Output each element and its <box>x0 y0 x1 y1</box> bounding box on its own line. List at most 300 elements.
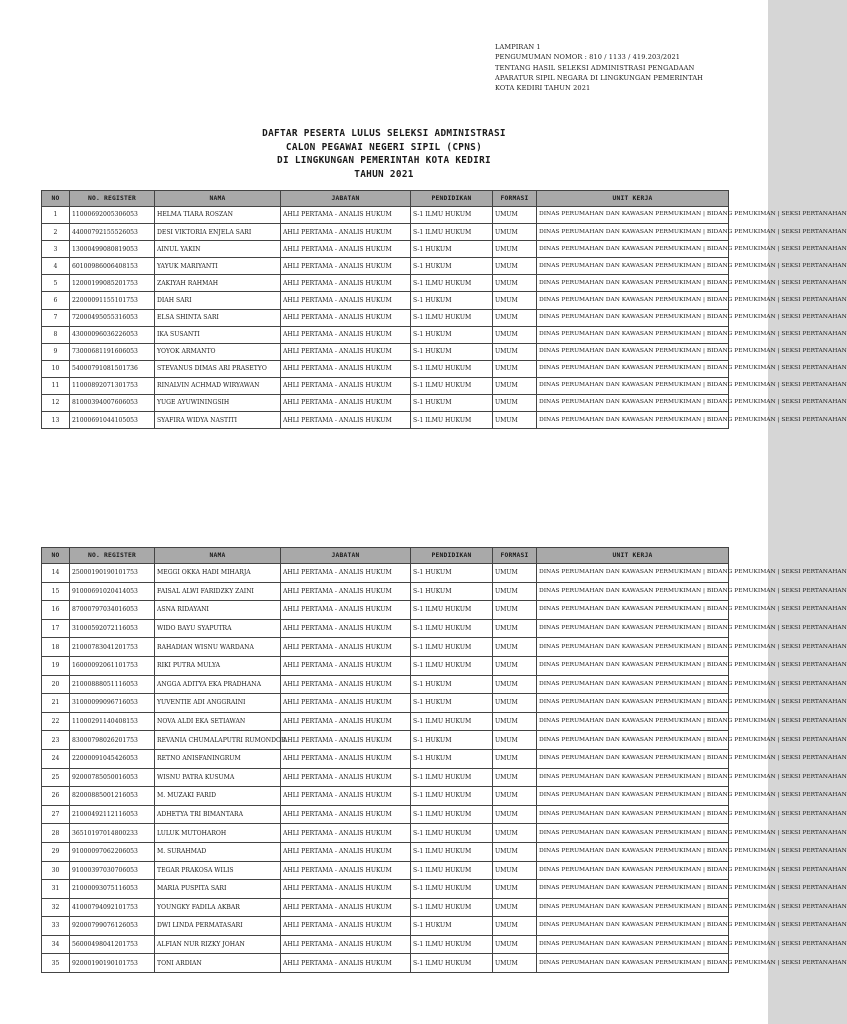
cell-jabatan: AHLI PERTAMA - ANALIS HUKUM <box>281 601 411 620</box>
table-row <box>42 935 729 954</box>
cell-pendidikan: S-1 ILMU HUKUM <box>411 898 493 917</box>
cell-unit-kerja: DINAS PERUMAHAN DAN KAWASAN PERMUKIMAN | BIDANG PEMUKIMAN | SEKSI PERTANAHAN <box>537 377 729 394</box>
cell-jabatan: AHLI PERTAMA - ANALIS HUKUM <box>281 787 411 806</box>
cell-no: 13 <box>42 412 70 429</box>
cell-no: 22 <box>42 712 70 731</box>
cell-no: 3 <box>42 241 70 258</box>
cell-register: 43000096036226053 <box>70 326 155 343</box>
cell-register: 12000199085201753 <box>70 275 155 292</box>
cell-unit-kerja: DINAS PERUMAHAN DAN KAWASAN PERMUKIMAN | BIDANG PEMUKIMAN | SEKSI PERTANAHAN <box>537 898 729 917</box>
cell-nama: DESI VIKTORIA ENJELA SARI <box>155 224 281 241</box>
cell-nama: FAISAL ALWI FARIDZKY ZAINI <box>155 582 281 601</box>
cell-unit-kerja: DINAS PERUMAHAN DAN KAWASAN PERMUKIMAN | BIDANG PEMUKIMAN | SEKSI PERTANAHAN <box>537 601 729 620</box>
cell-pendidikan: S-1 ILMU HUKUM <box>411 861 493 880</box>
cell-pendidikan: S-1 ILMU HUKUM <box>411 880 493 899</box>
cell-jabatan: AHLI PERTAMA - ANALIS HUKUM <box>281 675 411 694</box>
table-row <box>42 768 729 787</box>
cell-formasi: UMUM <box>493 675 537 694</box>
cell-nama: ZAKIYAH RAHMAH <box>155 275 281 292</box>
cell-no: 12 <box>42 395 70 412</box>
cell-nama: RETNO ANISFANINGRUM <box>155 749 281 768</box>
cell-pendidikan: S-1 ILMU HUKUM <box>411 207 493 224</box>
cell-no: 19 <box>42 656 70 675</box>
cell-no: 30 <box>42 861 70 880</box>
cell-formasi: UMUM <box>493 917 537 936</box>
cell-register: 91000097062206053 <box>70 842 155 861</box>
cell-unit-kerja: DINAS PERUMAHAN DAN KAWASAN PERMUKIMAN | BIDANG PEMUKIMAN | SEKSI PERTANAHAN <box>537 712 729 731</box>
table-row <box>42 412 729 429</box>
cell-no: 5 <box>42 275 70 292</box>
cell-pendidikan: S-1 HUKUM <box>411 326 493 343</box>
cell-nama: IKA SUSANTI <box>155 326 281 343</box>
cell-jabatan: AHLI PERTAMA - ANALIS HUKUM <box>281 824 411 843</box>
cell-unit-kerja: DINAS PERUMAHAN DAN KAWASAN PERMUKIMAN | BIDANG PEMUKIMAN | SEKSI PERTANAHAN <box>537 675 729 694</box>
table-row <box>42 241 729 258</box>
column-header-formasi: FORMASI <box>493 548 537 564</box>
cell-jabatan: AHLI PERTAMA - ANALIS HUKUM <box>281 768 411 787</box>
cell-unit-kerja: DINAS PERUMAHAN DAN KAWASAN PERMUKIMAN | BIDANG PEMUKIMAN | SEKSI PERTANAHAN <box>537 917 729 936</box>
cell-jabatan: AHLI PERTAMA - ANALIS HUKUM <box>281 564 411 583</box>
cell-no: 17 <box>42 619 70 638</box>
column-header-register: NO. REGISTER <box>70 191 155 207</box>
cell-jabatan: AHLI PERTAMA - ANALIS HUKUM <box>281 731 411 750</box>
cell-no: 7 <box>42 309 70 326</box>
cell-nama: ELSA SHINTA SARI <box>155 309 281 326</box>
cell-nama: YOUNGKY FADILA AKBAR <box>155 898 281 917</box>
table-body <box>42 207 847 429</box>
table-body <box>42 564 847 973</box>
cell-formasi: UMUM <box>493 731 537 750</box>
title-line: CALON PEGAWAI NEGERI SIPIL (CPNS) <box>285 141 483 153</box>
cell-no: 18 <box>42 638 70 657</box>
attachment-note <box>495 42 703 93</box>
table-row <box>42 582 729 601</box>
cell-nama: MEGGI OKKA HADI MIHARJA <box>155 564 281 583</box>
cell-jabatan: AHLI PERTAMA - ANALIS HUKUM <box>281 880 411 899</box>
cell-unit-kerja: DINAS PERUMAHAN DAN KAWASAN PERMUKIMAN | BIDANG PEMUKIMAN | SEKSI PERTANAHAN <box>537 258 729 275</box>
participants-table-2 <box>41 547 847 973</box>
cell-formasi: UMUM <box>493 564 537 583</box>
cell-jabatan: AHLI PERTAMA - ANALIS HUKUM <box>281 258 411 275</box>
column-header-no: NO <box>42 548 70 564</box>
cell-pendidikan: S-1 ILMU HUKUM <box>411 309 493 326</box>
column-header-jabatan: JABATAN <box>281 548 411 564</box>
cell-jabatan: AHLI PERTAMA - ANALIS HUKUM <box>281 412 411 429</box>
table-header-row <box>42 548 729 564</box>
cell-register: 31000099096716053 <box>70 694 155 713</box>
table-row <box>42 712 729 731</box>
cell-pendidikan: S-1 ILMU HUKUM <box>411 601 493 620</box>
cell-jabatan: AHLI PERTAMA - ANALIS HUKUM <box>281 842 411 861</box>
table-row <box>42 309 729 326</box>
cell-formasi: UMUM <box>493 258 537 275</box>
cell-register: 54000791081501736 <box>70 360 155 377</box>
cell-formasi: UMUM <box>493 898 537 917</box>
cell-no: 20 <box>42 675 70 694</box>
cell-pendidikan: S-1 HUKUM <box>411 292 493 309</box>
cell-no: 14 <box>42 564 70 583</box>
cell-formasi: UMUM <box>493 768 537 787</box>
cell-pendidikan: S-1 HUKUM <box>411 241 493 258</box>
table-row <box>42 880 729 899</box>
cell-pendidikan: S-1 ILMU HUKUM <box>411 360 493 377</box>
cell-formasi: UMUM <box>493 326 537 343</box>
cell-unit-kerja: DINAS PERUMAHAN DAN KAWASAN PERMUKIMAN | BIDANG PEMUKIMAN | SEKSI PERTANAHAN <box>537 241 729 258</box>
table-row <box>42 656 729 675</box>
cell-nama: AINUL YAKIN <box>155 241 281 258</box>
cell-pendidikan: S-1 ILMU HUKUM <box>411 224 493 241</box>
cell-jabatan: AHLI PERTAMA - ANALIS HUKUM <box>281 954 411 973</box>
column-header-unit-kerja: UNIT KERJA <box>537 191 729 207</box>
table-row <box>42 224 729 241</box>
cell-jabatan: AHLI PERTAMA - ANALIS HUKUM <box>281 935 411 954</box>
cell-unit-kerja: DINAS PERUMAHAN DAN KAWASAN PERMUKIMAN | BIDANG PEMUKIMAN | SEKSI PERTANAHAN <box>537 694 729 713</box>
cell-register: 60100986006408153 <box>70 258 155 275</box>
cell-formasi: UMUM <box>493 241 537 258</box>
cell-pendidikan: S-1 HUKUM <box>411 731 493 750</box>
cell-nama: TONI ARDIAN <box>155 954 281 973</box>
cell-unit-kerja: DINAS PERUMAHAN DAN KAWASAN PERMUKIMAN | BIDANG PEMUKIMAN | SEKSI PERTANAHAN <box>537 275 729 292</box>
cell-unit-kerja: DINAS PERUMAHAN DAN KAWASAN PERMUKIMAN | BIDANG PEMUKIMAN | SEKSI PERTANAHAN <box>537 224 729 241</box>
cell-jabatan: AHLI PERTAMA - ANALIS HUKUM <box>281 861 411 880</box>
cell-register: 22000091155101753 <box>70 292 155 309</box>
note-line: LAMPIRAN 1 <box>495 43 541 51</box>
cell-pendidikan: S-1 ILMU HUKUM <box>411 656 493 675</box>
cell-register: 11000291140408153 <box>70 712 155 731</box>
column-header-no: NO <box>42 191 70 207</box>
table-row <box>42 824 729 843</box>
cell-no: 15 <box>42 582 70 601</box>
cell-pendidikan: S-1 HUKUM <box>411 582 493 601</box>
cell-unit-kerja: DINAS PERUMAHAN DAN KAWASAN PERMUKIMAN | BIDANG PEMUKIMAN | SEKSI PERTANAHAN <box>537 805 729 824</box>
cell-pendidikan: S-1 ILMU HUKUM <box>411 275 493 292</box>
cell-nama: MARIA PUSPITA SARI <box>155 880 281 899</box>
cell-register: 81000394007606053 <box>70 395 155 412</box>
table-row <box>42 805 729 824</box>
table-row <box>42 675 729 694</box>
cell-no: 32 <box>42 898 70 917</box>
cell-unit-kerja: DINAS PERUMAHAN DAN KAWASAN PERMUKIMAN | BIDANG PEMUKIMAN | SEKSI PERTANAHAN <box>537 768 729 787</box>
table-row <box>42 619 729 638</box>
table-row <box>42 395 729 412</box>
cell-pendidikan: S-1 ILMU HUKUM <box>411 768 493 787</box>
cell-nama: NOVA ALDI EKA SETIAWAN <box>155 712 281 731</box>
cell-formasi: UMUM <box>493 292 537 309</box>
cell-nama: REVANIA CHUMALAPUTRI RUMONDOR <box>155 731 281 750</box>
column-header-pendidikan: PENDIDIKAN <box>411 548 493 564</box>
cell-jabatan: AHLI PERTAMA - ANALIS HUKUM <box>281 619 411 638</box>
cell-unit-kerja: DINAS PERUMAHAN DAN KAWASAN PERMUKIMAN | BIDANG PEMUKIMAN | SEKSI PERTANAHAN <box>537 842 729 861</box>
cell-no: 33 <box>42 917 70 936</box>
table-row <box>42 601 729 620</box>
column-header-formasi: FORMASI <box>493 191 537 207</box>
table-row <box>42 898 729 917</box>
cell-unit-kerja: DINAS PERUMAHAN DAN KAWASAN PERMUKIMAN | BIDANG PEMUKIMAN | SEKSI PERTANAHAN <box>537 292 729 309</box>
cell-pendidikan: S-1 ILMU HUKUM <box>411 712 493 731</box>
column-header-nama: NAMA <box>155 191 281 207</box>
cell-pendidikan: S-1 HUKUM <box>411 749 493 768</box>
cell-nama: ALFIAN NUR RIZKY JOHAN <box>155 935 281 954</box>
cell-jabatan: AHLI PERTAMA - ANALIS HUKUM <box>281 917 411 936</box>
cell-nama: YAYUK MARIYANTI <box>155 258 281 275</box>
cell-jabatan: AHLI PERTAMA - ANALIS HUKUM <box>281 395 411 412</box>
cell-pendidikan: S-1 ILMU HUKUM <box>411 824 493 843</box>
cell-nama: SYAFIRA WIDYA NASTITI <box>155 412 281 429</box>
cell-unit-kerja: DINAS PERUMAHAN DAN KAWASAN PERMUKIMAN | BIDANG PEMUKIMAN | SEKSI PERTANAHAN <box>537 787 729 806</box>
cell-unit-kerja: DINAS PERUMAHAN DAN KAWASAN PERMUKIMAN | BIDANG PEMUKIMAN | SEKSI PERTANAHAN <box>537 412 729 429</box>
column-header-pendidikan: PENDIDIKAN <box>411 191 493 207</box>
cell-jabatan: AHLI PERTAMA - ANALIS HUKUM <box>281 749 411 768</box>
cell-pendidikan: S-1 HUKUM <box>411 395 493 412</box>
cell-register: 91000691020414053 <box>70 582 155 601</box>
table-row <box>42 694 729 713</box>
table-row <box>42 377 729 394</box>
cell-jabatan: AHLI PERTAMA - ANALIS HUKUM <box>281 638 411 657</box>
table-row <box>42 861 729 880</box>
cell-jabatan: AHLI PERTAMA - ANALIS HUKUM <box>281 582 411 601</box>
cell-formasi: UMUM <box>493 842 537 861</box>
table-row <box>42 258 729 275</box>
cell-nama: DWI LINDA PERMATASARI <box>155 917 281 936</box>
cell-no: 6 <box>42 292 70 309</box>
cell-register: 44000792155526053 <box>70 224 155 241</box>
cell-jabatan: AHLI PERTAMA - ANALIS HUKUM <box>281 343 411 360</box>
cell-no: 29 <box>42 842 70 861</box>
cell-no: 31 <box>42 880 70 899</box>
cell-formasi: UMUM <box>493 694 537 713</box>
cell-register: 87000797034016053 <box>70 601 155 620</box>
cell-formasi: UMUM <box>493 395 537 412</box>
cell-register: 31000592072116053 <box>70 619 155 638</box>
cell-no: 34 <box>42 935 70 954</box>
cell-formasi: UMUM <box>493 224 537 241</box>
cell-jabatan: AHLI PERTAMA - ANALIS HUKUM <box>281 805 411 824</box>
cell-register: 92000799076126053 <box>70 917 155 936</box>
cell-nama: WIDO BAYU SYAPUTRA <box>155 619 281 638</box>
cell-pendidikan: S-1 ILMU HUKUM <box>411 377 493 394</box>
cell-unit-kerja: DINAS PERUMAHAN DAN KAWASAN PERMUKIMAN | BIDANG PEMUKIMAN | SEKSI PERTANAHAN <box>537 360 729 377</box>
cell-unit-kerja: DINAS PERUMAHAN DAN KAWASAN PERMUKIMAN | BIDANG PEMUKIMAN | SEKSI PERTANAHAN <box>537 582 729 601</box>
cell-jabatan: AHLI PERTAMA - ANALIS HUKUM <box>281 224 411 241</box>
cell-no: 27 <box>42 805 70 824</box>
cell-nama: ANGGA ADITYA EKA PRADHANA <box>155 675 281 694</box>
cell-register: 16000092061101753 <box>70 656 155 675</box>
cell-nama: HELMA TIARA ROSZAN <box>155 207 281 224</box>
cell-nama: M. MUZAKI FARID <box>155 787 281 806</box>
cell-no: 9 <box>42 343 70 360</box>
cell-formasi: UMUM <box>493 935 537 954</box>
cell-nama: YUGE AYUWININGSIH <box>155 395 281 412</box>
cell-formasi: UMUM <box>493 377 537 394</box>
cell-nama: YUVENTIE ADI ANGGRAINI <box>155 694 281 713</box>
cell-register: 36510197014800233 <box>70 824 155 843</box>
cell-pendidikan: S-1 HUKUM <box>411 917 493 936</box>
table-row <box>42 917 729 936</box>
cell-pendidikan: S-1 HUKUM <box>411 564 493 583</box>
cell-unit-kerja: DINAS PERUMAHAN DAN KAWASAN PERMUKIMAN | BIDANG PEMUKIMAN | SEKSI PERTANAHAN <box>537 309 729 326</box>
table-row <box>42 207 729 224</box>
cell-jabatan: AHLI PERTAMA - ANALIS HUKUM <box>281 656 411 675</box>
table-row <box>42 638 729 657</box>
cell-pendidikan: S-1 ILMU HUKUM <box>411 954 493 973</box>
cell-nama: WISNU PATRA KUSUMA <box>155 768 281 787</box>
title-line: DI LINGKUNGAN PEMERINTAH KOTA KEDIRI <box>277 155 491 167</box>
cell-formasi: UMUM <box>493 656 537 675</box>
cell-pendidikan: S-1 HUKUM <box>411 675 493 694</box>
cell-unit-kerja: DINAS PERUMAHAN DAN KAWASAN PERMUKIMAN | BIDANG PEMUKIMAN | SEKSI PERTANAHAN <box>537 207 729 224</box>
cell-formasi: UMUM <box>493 787 537 806</box>
cell-unit-kerja: DINAS PERUMAHAN DAN KAWASAN PERMUKIMAN | BIDANG PEMUKIMAN | SEKSI PERTANAHAN <box>537 935 729 954</box>
cell-formasi: UMUM <box>493 601 537 620</box>
cell-unit-kerja: DINAS PERUMAHAN DAN KAWASAN PERMUKIMAN | BIDANG PEMUKIMAN | SEKSI PERTANAHAN <box>537 656 729 675</box>
cell-pendidikan: S-1 ILMU HUKUM <box>411 842 493 861</box>
cell-formasi: UMUM <box>493 805 537 824</box>
cell-no: 35 <box>42 954 70 973</box>
cell-jabatan: AHLI PERTAMA - ANALIS HUKUM <box>281 241 411 258</box>
cell-nama: RINALVIN ACHMAD WIRYAWAN <box>155 377 281 394</box>
cell-nama: ADHETYA TRI BIMANTARA <box>155 805 281 824</box>
cell-jabatan: AHLI PERTAMA - ANALIS HUKUM <box>281 207 411 224</box>
table-header-row <box>42 191 729 207</box>
table-row <box>42 749 729 768</box>
cell-nama: DIAH SARI <box>155 292 281 309</box>
cell-jabatan: AHLI PERTAMA - ANALIS HUKUM <box>281 377 411 394</box>
table-row <box>42 564 729 583</box>
cell-register: 92000785050016053 <box>70 768 155 787</box>
cell-nama: STEVANUS DIMAS ARI PRASETYO <box>155 360 281 377</box>
cell-register: 13000499080819053 <box>70 241 155 258</box>
table-row <box>42 275 729 292</box>
cell-unit-kerja: DINAS PERUMAHAN DAN KAWASAN PERMUKIMAN | BIDANG PEMUKIMAN | SEKSI PERTANAHAN <box>537 954 729 973</box>
cell-nama: TEGAR PRAKOSA WILIS <box>155 861 281 880</box>
cell-register: 21000888051116053 <box>70 675 155 694</box>
cell-pendidikan: S-1 ILMU HUKUM <box>411 638 493 657</box>
cell-pendidikan: S-1 ILMU HUKUM <box>411 412 493 429</box>
cell-register: 22000091045426053 <box>70 749 155 768</box>
cell-no: 10 <box>42 360 70 377</box>
cell-jabatan: AHLI PERTAMA - ANALIS HUKUM <box>281 309 411 326</box>
cell-jabatan: AHLI PERTAMA - ANALIS HUKUM <box>281 360 411 377</box>
cell-no: 26 <box>42 787 70 806</box>
table-row <box>42 787 729 806</box>
cell-formasi: UMUM <box>493 880 537 899</box>
cell-unit-kerja: DINAS PERUMAHAN DAN KAWASAN PERMUKIMAN | BIDANG PEMUKIMAN | SEKSI PERTANAHAN <box>537 395 729 412</box>
cell-unit-kerja: DINAS PERUMAHAN DAN KAWASAN PERMUKIMAN | BIDANG PEMUKIMAN | SEKSI PERTANAHAN <box>537 749 729 768</box>
cell-register: 11000892071301753 <box>70 377 155 394</box>
cell-pendidikan: S-1 ILMU HUKUM <box>411 805 493 824</box>
column-header-jabatan: JABATAN <box>281 191 411 207</box>
cell-unit-kerja: DINAS PERUMAHAN DAN KAWASAN PERMUKIMAN | BIDANG PEMUKIMAN | SEKSI PERTANAHAN <box>537 731 729 750</box>
cell-jabatan: AHLI PERTAMA - ANALIS HUKUM <box>281 898 411 917</box>
column-header-nama: NAMA <box>155 548 281 564</box>
table-row <box>42 842 729 861</box>
cell-no: 21 <box>42 694 70 713</box>
cell-jabatan: AHLI PERTAMA - ANALIS HUKUM <box>281 694 411 713</box>
note-line: APARATUR SIPIL NEGARA DI LINGKUNGAN PEMERINTAH <box>495 73 704 82</box>
cell-formasi: UMUM <box>493 412 537 429</box>
note-line: KOTA KEDIRI TAHUN 2021 <box>495 84 591 93</box>
cell-formasi: UMUM <box>493 343 537 360</box>
cell-register: 83000798026201753 <box>70 731 155 750</box>
cell-register: 91000397030706053 <box>70 861 155 880</box>
cell-formasi: UMUM <box>493 749 537 768</box>
cell-register: 21000691044105053 <box>70 412 155 429</box>
cell-register: 56000498041201753 <box>70 935 155 954</box>
column-header-unit-kerja: UNIT KERJA <box>537 548 729 564</box>
cell-no: 11 <box>42 377 70 394</box>
cell-no: 16 <box>42 601 70 620</box>
table-row <box>42 731 729 750</box>
table-row <box>42 954 729 973</box>
title-line: TAHUN 2021 <box>354 169 414 181</box>
table-row <box>42 360 729 377</box>
cell-no: 1 <box>42 207 70 224</box>
cell-unit-kerja: DINAS PERUMAHAN DAN KAWASAN PERMUKIMAN | BIDANG PEMUKIMAN | SEKSI PERTANAHAN <box>537 861 729 880</box>
cell-jabatan: AHLI PERTAMA - ANALIS HUKUM <box>281 712 411 731</box>
cell-register: 21000492112116053 <box>70 805 155 824</box>
cell-jabatan: AHLI PERTAMA - ANALIS HUKUM <box>281 275 411 292</box>
cell-register: 21000783041201753 <box>70 638 155 657</box>
cell-nama: YOYOK ARMANTO <box>155 343 281 360</box>
cell-nama: RAHADIAN WISNU WARDANA <box>155 638 281 657</box>
cell-register: 11000692005306053 <box>70 207 155 224</box>
note-line: TENTANG HASIL SELEKSI ADMINISTRASI PENGADAAN <box>495 63 695 72</box>
cell-formasi: UMUM <box>493 360 537 377</box>
cell-register: 73000681191606053 <box>70 343 155 360</box>
cell-no: 2 <box>42 224 70 241</box>
cell-formasi: UMUM <box>493 275 537 292</box>
cell-no: 28 <box>42 824 70 843</box>
cell-pendidikan: S-1 HUKUM <box>411 258 493 275</box>
cell-nama: ASNA RIDAYANI <box>155 601 281 620</box>
cell-no: 4 <box>42 258 70 275</box>
cell-unit-kerja: DINAS PERUMAHAN DAN KAWASAN PERMUKIMAN | BIDANG PEMUKIMAN | SEKSI PERTANAHAN <box>537 619 729 638</box>
cell-nama: RIKI PUTRA MULYA <box>155 656 281 675</box>
cell-unit-kerja: DINAS PERUMAHAN DAN KAWASAN PERMUKIMAN | BIDANG PEMUKIMAN | SEKSI PERTANAHAN <box>537 564 729 583</box>
cell-formasi: UMUM <box>493 861 537 880</box>
cell-pendidikan: S-1 ILMU HUKUM <box>411 619 493 638</box>
cell-pendidikan: S-1 ILMU HUKUM <box>411 787 493 806</box>
cell-register: 41000794092101753 <box>70 898 155 917</box>
cell-register: 92000190190101753 <box>70 954 155 973</box>
cell-unit-kerja: DINAS PERUMAHAN DAN KAWASAN PERMUKIMAN | BIDANG PEMUKIMAN | SEKSI PERTANAHAN <box>537 638 729 657</box>
cell-no: 8 <box>42 326 70 343</box>
cell-jabatan: AHLI PERTAMA - ANALIS HUKUM <box>281 292 411 309</box>
table-row <box>42 343 729 360</box>
cell-formasi: UMUM <box>493 638 537 657</box>
cell-register: 82000885001216053 <box>70 787 155 806</box>
cell-nama: LULUK MUTOHAROH <box>155 824 281 843</box>
cell-formasi: UMUM <box>493 309 537 326</box>
cell-formasi: UMUM <box>493 954 537 973</box>
column-header-register: NO. REGISTER <box>70 548 155 564</box>
table-row <box>42 326 729 343</box>
participants-table-1 <box>41 190 847 429</box>
cell-pendidikan: S-1 HUKUM <box>411 694 493 713</box>
cell-register: 21000093075116053 <box>70 880 155 899</box>
cell-pendidikan: S-1 HUKUM <box>411 343 493 360</box>
cell-unit-kerja: DINAS PERUMAHAN DAN KAWASAN PERMUKIMAN | BIDANG PEMUKIMAN | SEKSI PERTANAHAN <box>537 880 729 899</box>
cell-formasi: UMUM <box>493 712 537 731</box>
title-line: DAFTAR PESERTA LULUS SELEKSI ADMINISTRASI <box>262 128 506 139</box>
document-title <box>0 127 768 182</box>
cell-no: 25 <box>42 768 70 787</box>
cell-nama: M. SURAHMAD <box>155 842 281 861</box>
cell-formasi: UMUM <box>493 824 537 843</box>
cell-register: 72000495055316053 <box>70 309 155 326</box>
cell-no: 24 <box>42 749 70 768</box>
cell-formasi: UMUM <box>493 619 537 638</box>
